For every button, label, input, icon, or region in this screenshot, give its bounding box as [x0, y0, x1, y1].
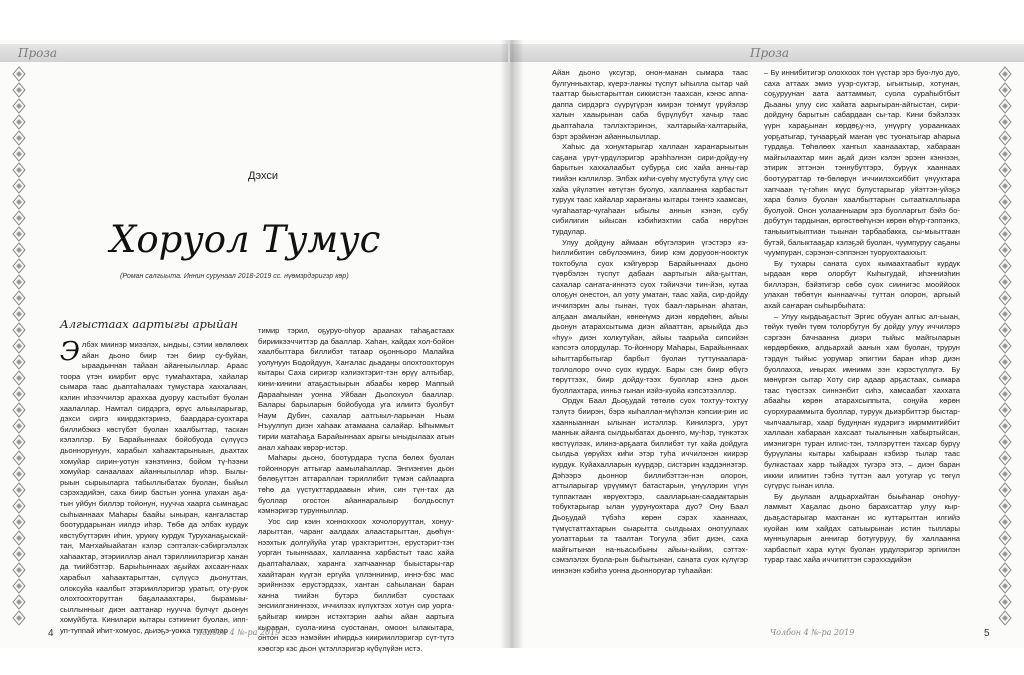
page-number-left: 4 — [48, 628, 54, 639]
paragraph: Уос сир кэин хонноххоох хочолорууттан, хонуу-ларыттан, чаранг аалдаах алаастарыттан, дьөһүн-нээхтык долгуйуйа утар үрэхтэриттэн, ерустэрит-тэн уорган тыыннааах, халлаанна харбастыт таас хайа дьаптаһалаах, харанга хапчааннар быыстары-гар хаайтаран күүгэн ергүйа үллэннинир, иннэ-бэс мас эрийннээх ерустэрдээх, хантан саһыланан баран ханна тиийэн бутэрэ биллибэт суостаах энсиилгэниннээх, иччилээх күлүктээх хотун сир уорга-ҕайыгар киирэн истэхтэрин ааһы айан аартыга кыраван, суола-иина суостанан, омоон ылакытара, онтон эсээ нэмэйин иһирдьэ киирииллэригэр сүт-түтэ кэөсгэр кэс дьон үктэллэригэр күбүлүйэн истэ. — [258, 516, 454, 653]
paragraph: Улуу дойдуну аймаан өбүгэлэрин үгэстэрэ кэ-һиллибитин сөбүлээминэ, биир кэм доруоон-нооктук тохтобула суох кэйгуөрэр Барайыннаах дьоно түөрбэлэн түспут дабаан аартыгын айа-ҕыттан, сахалар саҥата-иннэтэ суох тэйичэчи тин-йэн, кутаа олоҕун онестон, ал уоту уматан, таас хайа, сир-дойду иччилэрин алы гынан, түох баал-ларынан аһатан, алҕаан амалыйан, көнөнүмэ диэн көрдөһөн, айыы дьонун атарахсытыма диэн айааттан, арыыйда дьэ «һуу» диэн холкутуйан, айыы таарыйа сипсийэн кэпсэтэ олордулар. То-йоннору Маһары, Барайыннаах ыһыттарбытыгар барбыт буолан туттунаалара-толлолоро оччо суох курдук. Бары сэн биир өбүгэ төрүттээх, биир дойду-тээх буоллар кэнэ дьон буоллахтара, инньэ гынан иэйэ-куойа кэпсэтээллэр. — [552, 237, 748, 395]
section-label-right: Проза — [750, 46, 790, 60]
paragraph: Бу дьулаан алдьархайтан быыһанар оноһуу-ламмыт Хаҕалас дьоно барахсаттар улуу кыр-дьаҕастарыгар махтанан ис куттарыттан илгийэ куойан ким хайдах сатыырынан истин тыллары мунньуларын аннигар ботугурууу, бу халлаанна харбаспыт хара кутүк буолан урдулэригэр эргиилэн турар таас хайа иччититтэн сэрэххэдийэн — [764, 491, 960, 565]
author-name: Дэхси — [248, 170, 278, 182]
header-bar-right — [510, 44, 1024, 62]
page-number-right: 5 — [984, 628, 990, 639]
text-column-2 — [258, 326, 454, 654]
section-title: Алгыстаах аартыгы арыйан — [60, 317, 239, 331]
paragraph: – Улуу кырдьаҕастыт Эргис обууан алгыс ал-ьыан, төйук түөйн түөм толорбутун бу дойду улуу иччилэрэ сэргээн бачнаанна диэри тыйыс майгыларын көрдөрбөккө, алдьархай аанын хам буолан, трурун тэрдүн тыйыс уорумар эпигтии баран иһэр диэн буоллахха, инырах имнимм ээн кэрэстүллүгэ. Бу мөнүргэн сытар Хоту сир адаар арҕастаах, сымара таас түөстээх синнэнбит сиһэ, хамсаабат хаххата абааһы көрөн атарахсыппыта, соңуйа көрөн суорхурааммыта буоллар, туруук дьиэрбиттэр быстар-чыпчаалыгар, хаар будуңнан кудэригэ иирммитийбит халлаан хабараан хахсаат тыалыннын хабыртыйсан, имэнигэрн туран илгис-тэн, тэллэрүттен тахсар бурүу бурүуланы кытары хабыраан кэбиэр тылар таас булкастаах харр тыйадэх тугэрэ этэ, – диэн баран иккии илиитин тэбнэ түттэн аал уотугар үс төгүл сүгүрүс гынан илла. — [764, 311, 960, 491]
magazine-issue-right: Чолбон 4 №-ра 2019 — [770, 628, 855, 637]
section-label-left: Проза — [18, 46, 58, 60]
paragraph: Хаһыс да хонуктарыгар халлаан хараҥарыытын саҕана үрүт-үрдүлэригэр әрэһһэлнэн сири-дойду-ну барытын хаххалаабыт субурҕа сис хайа анны-гар тиийэн кэллилэр. Элбэх киһи-сүөһү мустубута үлүү сис хайа үйүлэтин көтүтэн буолуо, халлаанна харбастыт туруук таас хайалар хараҥаны кытары тэннгэ хаамсан, чугаһаатар-чугаһаан ыбылы аннын кэнэн, субу сибилигин ыйысан кэбиһиэхтии саба нөрүһэн турдулар. — [552, 142, 748, 236]
ornament-border-left — [12, 66, 26, 626]
paragraph: Бу тухары саната суох кымаахтаабыт курдук ырдаан көрө олорбут Кыһыгудай, иһэнниэһин биллэрэн, бэйэтигэр сөбө суох сиинигэс мооййоох улахан төбөтүн кыннааччы туттан олорон, аргыый ахай саҥаран сыһырбыһата: — [764, 258, 960, 311]
paragraph: Ордук Баал Дьоҕудай төтөлө суох тохтуу-тохтуу тэлүтэ биирэн, бэрэ кыһаллан-мүһэлэн кэпсии-рин ис хаанныаннан ылынан истэллэр. Кинилэргэ, урут маннык айанга сылдьыбатах дьоннго, му-һэр, түнкэтэх көстүүлээх, илинэ-арҕаата биллибэт туг хайа дойдуга сылдьа үөрүйэх киһи этэр туһа иччилэнэн киирэр курдук. Куйахалларын күүрдэр, систэрин кэддэннэтэр. Дэһээрэ дьоннор биллибэттэн-нэн олорон, аттыларыгар үрүүммүт батастарын, үнүүлэрин үгүн туппактаан көрүөхтэрэ, саалларыан-саадактарын тобуктарыгар ылан уурунуохтара дуо? Ону Баал Дьоҕудай түбэһэ көрөн сэрэх хааннаах, түмүстаттахтарын сыарытта сылдьыах онотуулаах уолаттарыи та таалтан Тогуула эбит диэн, саха майгытынан на-ньасыбыны айыы-кыйии, сэттэх-сэмэлэлэх буола-рын быһытынан, саната суох күлүгэр иннэнэн кэбиһэ уонна дьонноругар туһаайан: — [552, 396, 748, 575]
paragraph: Айан дьоно үксүгэр, онон-манан сымара таас булгунньахтар, күерэ-ланкы түспут ыһылла сытар чай тааттар быыстарыттан сиккистэн таахсан, кэнэс аппа-даппа сирдэргэ сүүрүгүрэн киирэн тонмут үрүйэлэр халын хааырынан саба бүрүлүбүт хачыр таас дьаптаһала тэллэхтэринэн, халтарыйа-халтарыйа, бэрт эрэйинэн айаннылыллар. — [552, 68, 748, 141]
ornament-border-right — [998, 66, 1012, 626]
paragraph: – Бу иннибитигэр олоххоох тон үүстар эрэ буо-луо дуо, саха аттаах эмиэ уүэр-сүктэр, ыгыктыыр, хотунан, соҕуруунан аата ааттаммыт, суола сураһыбтбыт Дьааны улуу сис хайата аарыгыран-айгыстан, сири-дойдуну барытын сабардаан сы-тар. Кини бэйэлээх үүрн хараҕынан көрдөҕү-нэ, унүүргү уораанкаах уорҕатыгар, тунаарҕай маҥан үөс туонатыгар аһарыа турдаҕа. Төһөлөөх хангыл хаанааахтар, хабараан майгылаахтар мин аҕай диэн кэлэн эрэнн кэннээн, этирик эттэнэн тэннубуттэрэ, бурүүк хааннаах боотуураттар тө-бөлөрүн иччиилэхсиббит үнүухтара хапчаан тү-гэһин мүүс булустарыгар уйэттэн-уйэҕэ хара бэлиэ буолан хаалбыттарын сытааткаллыара буолуой. Онон уолаанныарм эрэ буолларгыт бэйэ бо-добутун тардынан, өргөстөөһүнэн көрөн өһүр-гэппэнкэ, таныыитыыптиан тыынан тарбаабакка, сы-мыыттаан бутэй, балыктааҕар кэлэҕэй буолан, чуумпуруу саҕаны чуумпуран, сэрэнэн-сэппэнэн туоруохтааххыт. — [764, 68, 960, 258]
right-page — [510, 40, 1024, 648]
text-column-1 — [60, 337, 248, 637]
paragraph: лбэх миинэр миээлэх, ындыы, сэтии көлөлөөх айан дьоно биир тэн биир су-буйан, ыраадыннан тайаан айаннылыллар. Араас тоора үтэн киирбит өрүс тумаһахтара, хайалар сымара таас дьаптаһалаах тумустара хаххалаан, кэлин иһээччилэр араххаа дуоруу кастыбэт буолан хаалаллар. Намтал сирдэргэ, өрүс алыыларыгар, дэхси сиргэ киирдэхтэринэ, баардара-суохтара биллибэккэ көстүбэт буолан хаалбыттар, таскан кэлэллэр. Бу Барайыннаах бойобуода сүлүүсэ дьоннорунуун, харабыл хаһаактарыныын, дьахтах хомуйар сирин-уотун кэнэтиннэ, бойом тү-һээни хомуйар санаалаах айаннылыллар иһэр. Былы-рыын сырыыларга табыллыбатах буолан, быйыл сэрэхэдийэн, саха биир бастын уонна улахан аҕа-тын уйбун биллэр тойонун, нуучча хаарга сымнаҕас сыһыаннаах Маһары баайы ыныран, кангаластар боотурдарынан иилдэ иһэр. Төбө да элбэх курдук көстүбүттэрин иһин, уруккү курдук Туруханаҕыскай-тан, Маҥхайыайатан кэлэр сэптэлэх-сэбиргэлэлэх хаһаактар, этэрииллэр анал тэриллиилэригэр ханан да тиийбэттэр. Барыһыннаах аҕыйах ахсаан-наах харабыл хаһаактарыттан, сүлүүсэ дьонуттан, олоксуйа каалбыт этэрииллэригэр уратыт, оту-руок олохтоохторуттан баҕалааахтары, бырамыы-сыллынньыг диэн ааттанар нуучча булчут дьонун хомуйбута. Киниләри кытары сэтиинит буолан, ипп-уп-туппай иһит-хомуос, дьиэҕэ-уокка туттуллар — [60, 340, 248, 636]
text-column-3 — [552, 68, 748, 577]
article-title: Хоруол Тумус — [110, 218, 381, 261]
text-column-4 — [764, 68, 960, 566]
left-page — [0, 40, 508, 653]
paragraph: Маһары дьоно, боотурдара туспа бөлөх буолан тойоннорун аттыгар аамылаһаллар. Энгиэнгин дьон бөлөҕүттэн аттараллан тэриллибит түмэн сайлаарга төһө да үүстукттардаавын иһин, син түн-тах да буоллар огостон айаннаралыыр болдьоспут кэмнэригэр турунныллар. — [258, 453, 454, 516]
paragraph: тимир тэрил, оҕуруо-оһуор араанах таһаҕастаах бириикээччиттэр да бааллар. Хаһан, хайдах хол-бойон хаалбыттара биллибэт татаар оҕонньоро Малайка уолунуун Бодойдуун, Хаҥалас дьадаңы олохтоохторун кытары Саха сиригэр кэлиэхтэрит-тэн өрүү алтыбар, кини-кинини атаҕастыырын абаабы көрөр Маппый Дарааһынан уонна Уйбаан Дьолохуол бааллар. Балары барыларын бойобуода уга илиитэ буолбут Наум Дубин, сахалар аатгыыл-ларынан Ньам Нъуулпуп диэн хаһаак атамаана салайар. Ыһыммыт тирии матаһаҕа Барайыннаах арыгы ыныдылаах атын анал хаһаак көрэр-истэр. — [258, 326, 454, 452]
book-gutter — [500, 40, 524, 648]
magazine-issue-left: Чолбон 4 №-ра 2019 — [196, 628, 281, 637]
article-subtitle: (Роман салгыыта. Иннин сурунаал 2018-2019 сс. нүөмэрдэригэр көр) — [120, 273, 349, 280]
drop-cap: Э — [60, 337, 80, 367]
header-bar-left — [0, 44, 508, 62]
